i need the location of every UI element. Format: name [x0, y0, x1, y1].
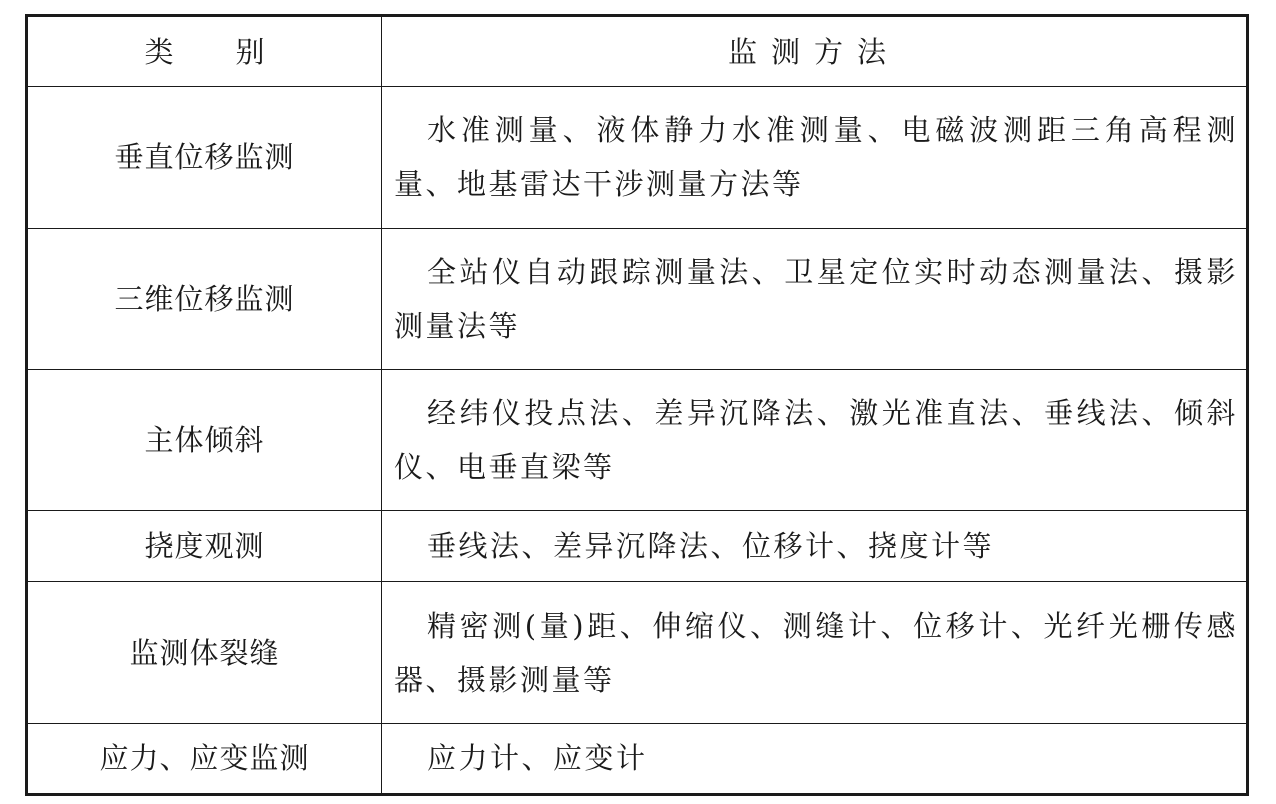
row-method: 水准测量、液体静力水准测量、电磁波测距三角高程测量、地基雷达干涉测量方法等	[382, 87, 1248, 228]
monitoring-methods-table	[25, 14, 1249, 796]
table-row	[27, 228, 1248, 369]
row-category: 垂直位移监测	[27, 87, 382, 228]
row-method: 全站仪自动跟踪测量法、卫星定位实时动态测量法、摄影测量法等	[382, 228, 1248, 369]
header-category: 类别	[27, 16, 382, 87]
row-method: 垂线法、差异沉降法、位移计、挠度计等	[382, 511, 1248, 582]
table-row	[27, 87, 1248, 228]
row-category: 挠度观测	[27, 511, 382, 582]
row-category: 主体倾斜	[27, 369, 382, 510]
monitoring-methods-table-container	[25, 14, 1249, 796]
row-category: 应力、应变监测	[27, 723, 382, 794]
table-header-row	[27, 16, 1248, 87]
table-row	[27, 511, 1248, 582]
table-row	[27, 369, 1248, 510]
row-method: 经纬仪投点法、差异沉降法、激光准直法、垂线法、倾斜仪、电垂直梁等	[382, 369, 1248, 510]
row-method: 精密测(量)距、伸缩仪、测缝计、位移计、光纤光栅传感器、摄影测量等	[382, 582, 1248, 723]
row-method: 应力计、应变计	[382, 723, 1248, 794]
row-category: 监测体裂缝	[27, 582, 382, 723]
header-method: 监测方法	[382, 16, 1248, 87]
table-row	[27, 723, 1248, 794]
table-row	[27, 582, 1248, 723]
row-category: 三维位移监测	[27, 228, 382, 369]
